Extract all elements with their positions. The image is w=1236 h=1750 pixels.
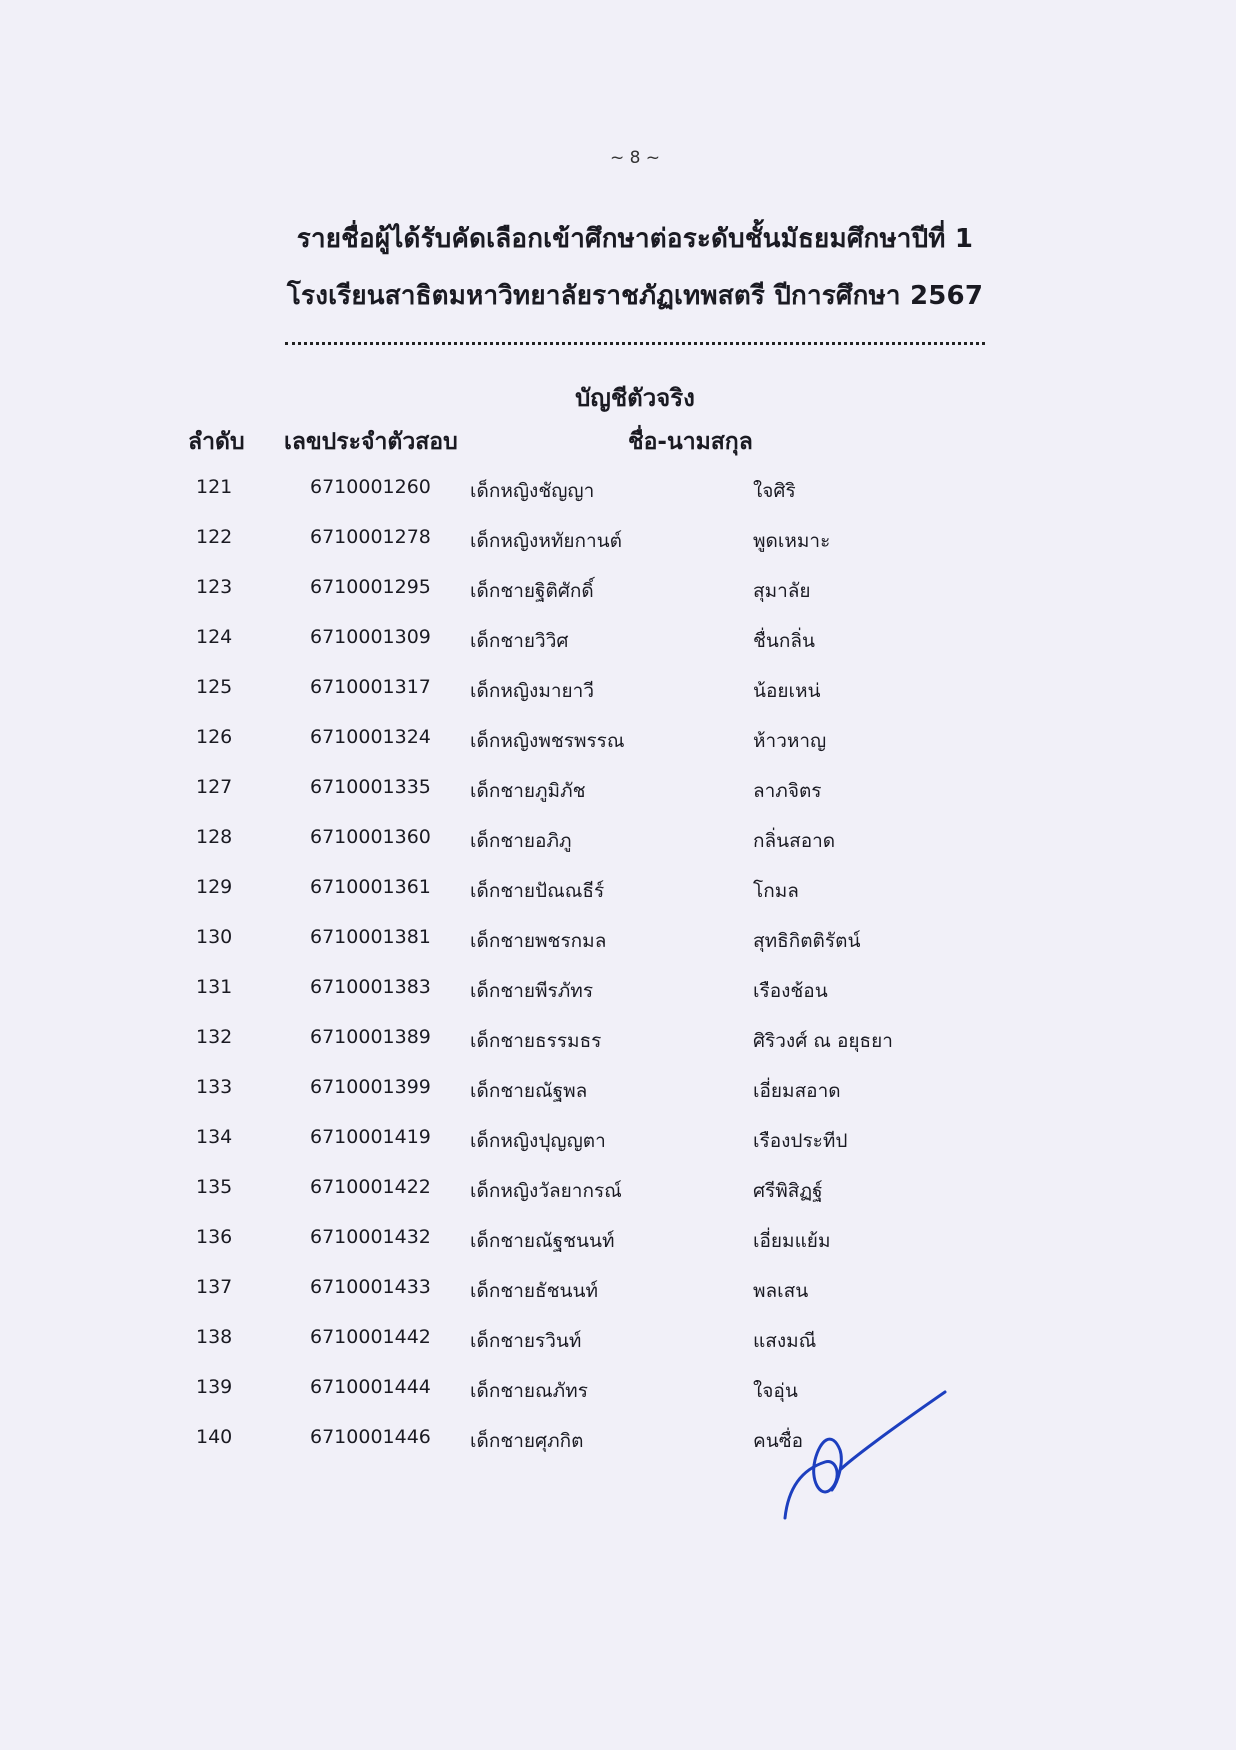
column-header-no: ลำดับ bbox=[188, 429, 245, 455]
list-title: บัญชีตัวจริง bbox=[575, 384, 695, 412]
student-last-name: ใจอุ่น bbox=[753, 1380, 798, 1402]
page-number: ~ 8 ~ bbox=[609, 148, 661, 168]
row-number: 123 bbox=[196, 576, 233, 598]
student-last-name: ศรีพิสิฏฐ์ bbox=[753, 1180, 823, 1202]
exam-id: 6710001399 bbox=[310, 1076, 431, 1098]
table-row bbox=[0, 976, 1236, 1016]
table-row bbox=[0, 876, 1236, 916]
row-number: 132 bbox=[196, 1026, 233, 1048]
row-number: 122 bbox=[196, 526, 233, 548]
student-first-name: เด็กชายธรรมธร bbox=[470, 1030, 602, 1052]
student-first-name: เด็กชายภูมิภัช bbox=[470, 780, 586, 802]
document-title-line2: โรงเรียนสาธิตมหาวิทยาลัยราชภัฏเทพสตรี ปีการศึกษา 2567 bbox=[286, 281, 984, 311]
student-first-name: เด็กชายพีรภัทร bbox=[470, 980, 594, 1002]
student-last-name: พูดเหมาะ bbox=[753, 530, 831, 552]
table-row bbox=[0, 526, 1236, 566]
signature-image bbox=[780, 1390, 950, 1530]
exam-id: 6710001442 bbox=[310, 1326, 431, 1348]
table-row bbox=[0, 1376, 1236, 1416]
row-number: 138 bbox=[196, 1326, 233, 1348]
student-last-name: เอี่ยมสอาด bbox=[753, 1080, 841, 1102]
exam-id: 6710001432 bbox=[310, 1226, 431, 1248]
table-row bbox=[0, 1326, 1236, 1366]
row-number: 131 bbox=[196, 976, 233, 998]
row-number: 137 bbox=[196, 1276, 233, 1298]
exam-id: 6710001383 bbox=[310, 976, 431, 998]
row-number: 128 bbox=[196, 826, 233, 848]
exam-id: 6710001295 bbox=[310, 576, 431, 598]
student-last-name: ใจศิริ bbox=[753, 480, 796, 502]
student-first-name: เด็กชายณัฐชนนท์ bbox=[470, 1230, 615, 1252]
student-first-name: เด็กชายณภัทร bbox=[470, 1380, 588, 1402]
row-number: 129 bbox=[196, 876, 233, 898]
student-first-name: เด็กชายศุภกิต bbox=[470, 1430, 584, 1452]
exam-id: 6710001309 bbox=[310, 626, 431, 648]
table-row bbox=[0, 1126, 1236, 1166]
exam-id: 6710001317 bbox=[310, 676, 431, 698]
student-last-name: สุมาลัย bbox=[753, 580, 811, 602]
exam-id: 6710001360 bbox=[310, 826, 431, 848]
table-row bbox=[0, 1226, 1236, 1266]
row-number: 136 bbox=[196, 1226, 233, 1248]
student-last-name: เอี่ยมแย้ม bbox=[753, 1230, 831, 1252]
row-number: 134 bbox=[196, 1126, 233, 1148]
student-last-name: แสงมณี bbox=[753, 1330, 817, 1352]
table-row bbox=[0, 576, 1236, 616]
row-number: 133 bbox=[196, 1076, 233, 1098]
exam-id: 6710001444 bbox=[310, 1376, 431, 1398]
exam-id: 6710001419 bbox=[310, 1126, 431, 1148]
column-header-exam-id: เลขประจำตัวสอบ bbox=[284, 429, 458, 455]
table-row bbox=[0, 776, 1236, 816]
row-number: 130 bbox=[196, 926, 233, 948]
row-number: 127 bbox=[196, 776, 233, 798]
student-first-name: เด็กหญิงมายาวี bbox=[470, 680, 594, 702]
student-last-name: เรืองประทีป bbox=[753, 1130, 848, 1152]
table-row bbox=[0, 826, 1236, 866]
table-row bbox=[0, 1276, 1236, 1316]
exam-id: 6710001433 bbox=[310, 1276, 431, 1298]
row-number: 139 bbox=[196, 1376, 233, 1398]
student-last-name: ศิริวงศ์ ณ อยุธยา bbox=[753, 1030, 893, 1052]
exam-id: 6710001335 bbox=[310, 776, 431, 798]
student-first-name: เด็กชายพชรกมล bbox=[470, 930, 607, 952]
table-row bbox=[0, 1426, 1236, 1466]
table-row bbox=[0, 1026, 1236, 1066]
table-row bbox=[0, 1176, 1236, 1216]
student-first-name: เด็กชายปัณณธีร์ bbox=[470, 880, 605, 902]
student-first-name: เด็กชายธัชนนท์ bbox=[470, 1280, 599, 1302]
row-number: 126 bbox=[196, 726, 233, 748]
exam-id: 6710001361 bbox=[310, 876, 431, 898]
student-last-name: คนซื่อ bbox=[753, 1430, 804, 1452]
student-last-name: กลิ่นสอาด bbox=[753, 830, 836, 852]
student-last-name: พลเสน bbox=[753, 1280, 809, 1302]
exam-id: 6710001278 bbox=[310, 526, 431, 548]
student-last-name: โกมล bbox=[753, 880, 799, 902]
exam-id: 6710001446 bbox=[310, 1426, 431, 1448]
student-last-name: สุทธิกิตติรัตน์ bbox=[753, 930, 861, 952]
exam-id: 6710001381 bbox=[310, 926, 431, 948]
student-last-name: น้อยเหน่ bbox=[753, 680, 821, 702]
student-first-name: เด็กหญิงหทัยกานต์ bbox=[470, 530, 623, 552]
row-number: 135 bbox=[196, 1176, 233, 1198]
student-first-name: เด็กชายวิวิศ bbox=[470, 630, 569, 652]
table-row bbox=[0, 476, 1236, 516]
column-header-name: ชื่อ-นามสกุล bbox=[628, 429, 753, 455]
row-number: 121 bbox=[196, 476, 233, 498]
row-number: 140 bbox=[196, 1426, 233, 1448]
student-last-name: เรืองช้อน bbox=[753, 980, 828, 1002]
table-row bbox=[0, 726, 1236, 766]
student-first-name: เด็กชายณัฐพล bbox=[470, 1080, 588, 1102]
exam-id: 6710001422 bbox=[310, 1176, 431, 1198]
row-number: 125 bbox=[196, 676, 233, 698]
exam-id: 6710001389 bbox=[310, 1026, 431, 1048]
student-last-name: ชื่นกลิ่น bbox=[753, 630, 816, 652]
student-first-name: เด็กชายอภิภู bbox=[470, 830, 572, 852]
student-first-name: เด็กหญิงปุญญตา bbox=[470, 1130, 606, 1152]
table-row bbox=[0, 676, 1236, 716]
exam-id: 6710001260 bbox=[310, 476, 431, 498]
student-last-name: ลาภจิตร bbox=[753, 780, 822, 802]
student-first-name: เด็กชายฐิติศักดิ์ bbox=[470, 580, 594, 602]
document-title-line1: รายชื่อผู้ได้รับคัดเลือกเข้าศึกษาต่อระดับชั้นมัธยมศึกษาปีที่ 1 bbox=[296, 224, 974, 254]
table-row bbox=[0, 1076, 1236, 1116]
exam-id: 6710001324 bbox=[310, 726, 431, 748]
dotted-divider bbox=[285, 342, 985, 345]
student-first-name: เด็กชายรวินท์ bbox=[470, 1330, 582, 1352]
student-first-name: เด็กหญิงชัญญา bbox=[470, 480, 595, 502]
student-last-name: ห้าวหาญ bbox=[753, 730, 827, 752]
student-first-name: เด็กหญิงวัลยากรณ์ bbox=[470, 1180, 622, 1202]
table-row bbox=[0, 926, 1236, 966]
row-number: 124 bbox=[196, 626, 233, 648]
table-row bbox=[0, 626, 1236, 666]
student-first-name: เด็กหญิงพชรพรรณ bbox=[470, 730, 625, 752]
